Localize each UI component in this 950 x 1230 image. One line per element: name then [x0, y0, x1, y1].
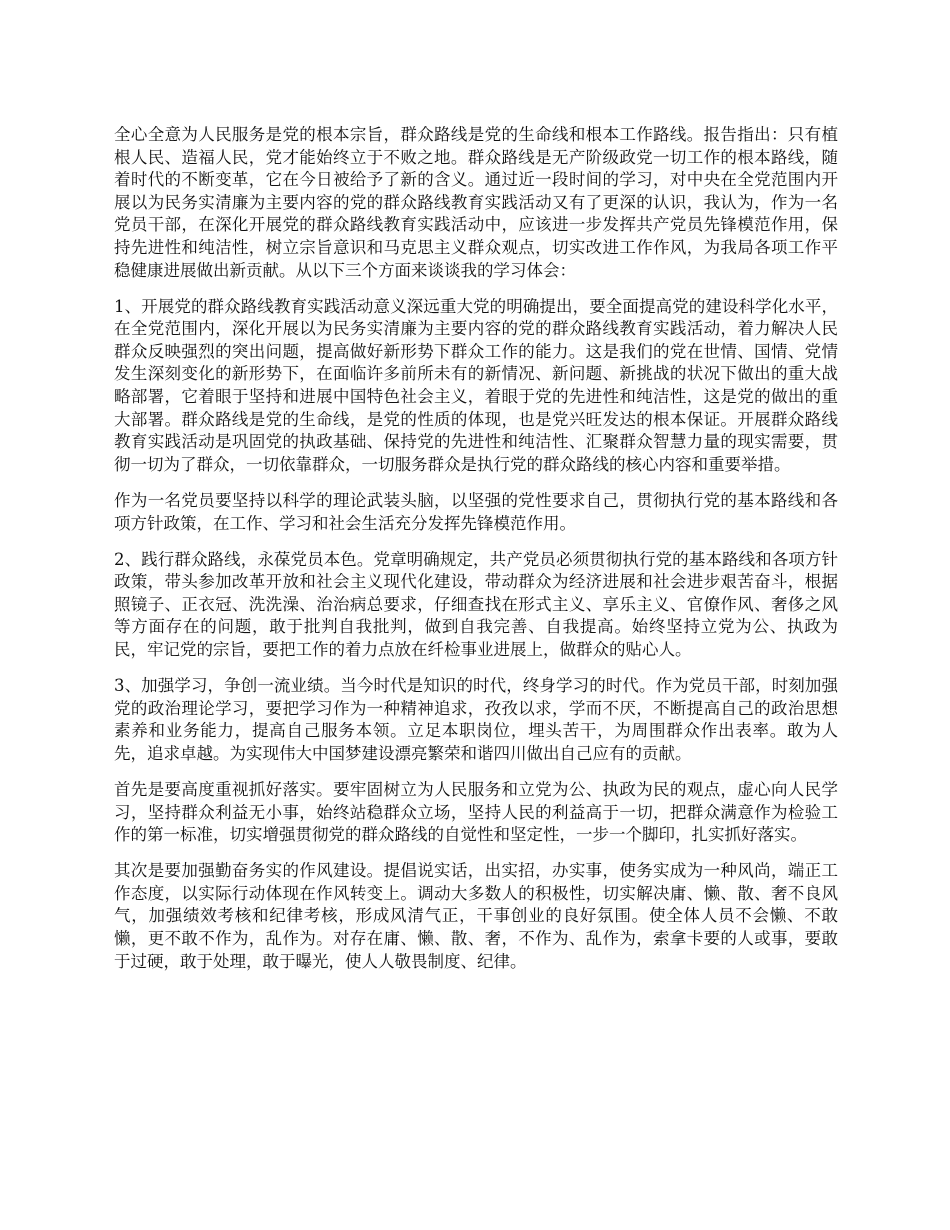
- document-body: [114, 124, 838, 987]
- paragraph-party-member: 作为一名党员要坚持以科学的理论武装头脑，以坚强的党性要求自己，贯彻执行党的基本路线和各项方针政策，在工作、学习和社会生活充分发挥先锋模范作用。: [114, 490, 838, 533]
- paragraph-intro: 全心全意为人民服务是党的根本宗旨，群众路线是党的生命线和根本工作路线。报告指出：只有植根人民、造福人民，党才能始终立于不败之地。群众路线是无产阶级政党一切工作的根本路线，随着时代的不断变革，它在今日被给予了新的含义。通过近一段时间的学习，对中央在全党范围内开展以为民务实清廉为主要内容的党的群众路线教育实践活动又有了更深的认识，我认为，作为一名党员干部，在深化开展党的群众路线教育实践活动中，应该进一步发挥共产党员先锋模范作用，保持先进性和纯洁性，树立宗旨意识和马克思主义群众观点，切实改进工作作风，为我局各项工作平稳健康进展做出新贡献。从以下三个方面来谈谈我的学习体会：: [114, 125, 838, 280]
- paragraph-point-2: 2、践行群众路线，永葆党员本色。党章明确规定，共产党员必须贯彻执行党的基本路线和各项方针政策，带头参加改革开放和社会主义现代化建设，带动群众为经济进展和社会进步艰苦奋斗，根据照镜子、正衣冠、洗洗澡、治治病总要求，仔细查找在形式主义、享乐主义、官僚作风、奢侈之风等方面存在的问题，敢于批判自我批判，做到自我完善、自我提高。始终坚持立党为公、执政为民，牢记党的宗旨，要把工作的着力点放在纤检事业进展上，做群众的贴心人。: [114, 549, 838, 659]
- paragraph-point-1: 1、开展党的群众路线教育实践活动意义深远重大党的明确提出，要全面提高党的建设科学化水平，在全党范围内，深化开展以为民务实清廉为主要内容的党的群众路线教育实践活动，着力解决人民群众反映强烈的突出问题，提高做好新形势下群众工作的能力。这是我们的党在世情、国情、党情发生深刻变化的新形势下，在面临许多前所未有的新情况、新问题、新挑战的状况下做出的重大战略部署，它着眼于坚持和进展中国特色社会主义，着眼于党的先进性和纯洁性，这是党的做出的重大部署。群众路线是党的生命线，是党的性质的体现，也是党兴旺发达的根本保证。开展群众路线教育实践活动是巩固党的执政基础、保持党的先进性和纯洁性、汇聚群众智慧力量的现实需要，贯彻一切为了群众，一切依靠群众，一切服务群众是执行党的群众路线的核心内容和重要举措。: [114, 296, 838, 474]
- paragraph-second: 其次是要加强勤奋务实的作风建设。提倡说实话，出实招，办实事，使务实成为一种风尚，端正工作态度，以实际行动体现在作风转变上。调动大多数人的积极性，切实解决庸、懒、散、奢不良风气，加强绩效考核和纪律考核，形成风清气正，干事创业的良好氛围。使全体人员不会懒、不敢懒，更不敢不作为，乱作为。对存在庸、懒、散、奢，不作为、乱作为，索拿卡要的人或事，要敢于过硬，敢于处理，敢于曝光，使人人敬畏制度、纪律。: [114, 861, 838, 971]
- paragraph-first: 首先是要高度重视抓好落实。要牢固树立为人民服务和立党为公、执政为民的观点，虚心向人民学习，坚持群众利益无小事，始终站稳群众立场，坚持人民的利益高于一切，把群众满意作为检验工作的第一标准，切实增强贯彻党的群众路线的自觉性和坚定性，一步一个脚印，扎实抓好落实。: [114, 779, 838, 845]
- paragraph-point-3: 3、加强学习，争创一流业绩。当今时代是知识的时代，终身学习的时代。作为党员干部，时刻加强党的政治理论学习，要把学习作为一种精神追求，孜孜以求，学而不厌，不断提高自己的政治思想素养和业务能力，提高自己服务本领。立足本职岗位，埋头苦干，为周围群众作出表率。敢为人先，追求卓越。为实现伟大中国梦建设漂亮繁荣和谐四川做出自己应有的贡献。: [114, 676, 838, 763]
